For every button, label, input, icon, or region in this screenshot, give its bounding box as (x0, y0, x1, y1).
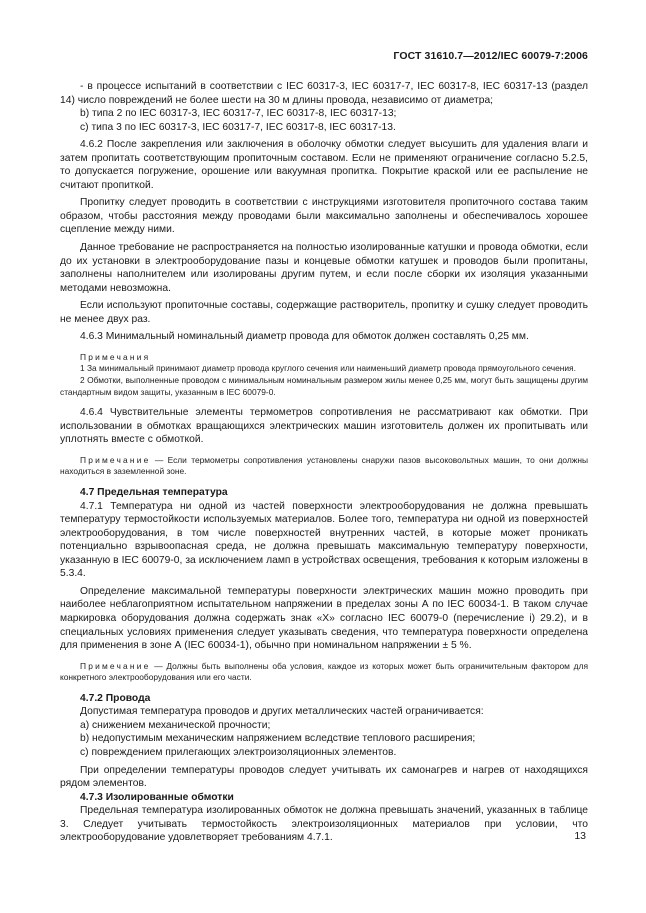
clause-4-7-1: 4.7.1 Температура ни одной из частей поверхности электрооборудования не должна превышать температуру термостойкости используемых материалов. Более того, температура ни одной из поверхностей электрооборудования, в том числе поверхностей внутренних частей, в которые может проникать потенциально взрывоопасная среда, не должна превышать максимальную температуру поверхности, указанную в IEC 60079-0, за исключением ламп в устройствах освещения, требования к которым изложены в 5.3.4. (60, 500, 588, 580)
note-text: — Должны быть выполнены оба условия, каждое из которых может быть ограничительным фактором для конкретного электрооборудования или его части. (60, 660, 588, 683)
clause-4-6-3: 4.6.3 Минимальный номинальный диаметр провода для обмоток должен составлять 0,25 мм. (80, 331, 529, 343)
subsection-heading-4-7-2: 4.7.2 Провода (80, 692, 151, 704)
paragraph: При определении температуры проводов следует учитывать их самонагрев и нагрев от находящихся рядом элементов. (60, 764, 588, 790)
document-body (60, 80, 588, 845)
paragraph: Пропитку следует проводить в соответствии с инструкциями изготовителя пропиточного состава таким образом, чтобы расстояния между проводами были максимально заполнены и обеспечивалось хорошее сцепление между ними. (60, 197, 588, 236)
paragraph: - в процессе испытаний в соответствии с IEC 60317-3, IEC 60317-7, IEC 60317-8, IEC 60317-13 (раздел 14) число повреждений не более шести на 30 м длины провода, независимо от диаметра; (60, 81, 588, 106)
subsection-heading-4-7-3: 4.7.3 Изолированные обмотки (80, 791, 234, 803)
note-4 (60, 661, 588, 684)
clause-4-6-4: 4.6.4 Чувствительные элементы термометров сопротивления не рассматривают как обмотки. При использовании в обмотках вращающихся электрических машин изготовитель должен их пропитывать или уплотнять вместе с обмоткой. (60, 407, 588, 446)
page-number: 13 (574, 830, 586, 842)
list-item: с) повреждением прилегающих электроизоляционных элементов. (80, 746, 397, 758)
paragraph: Предельная температура изолированных обмоток не должна превышать значений, указанных в таблице 3. Следует учитывать термостойкость электроизоляционных материалов при условии, что электрооборудование удовлетворяет требованиям 4.7.1. (60, 805, 588, 844)
note-label: Примечание (80, 454, 151, 465)
note-3 (60, 455, 588, 478)
note-2: 2 Обмотки, выполненные проводом с минимальным номинальным размером жилы менее 0,25 мм, могут быть защищены другим стандартным видом защиты, указанным в IEC 60079-0. (60, 375, 588, 397)
list-item: а) снижением механической прочности; (80, 719, 271, 731)
list-item: b) недопустимым механическим напряжением вследствие теплового расширения; (80, 733, 476, 745)
paragraph: Допустимая температура проводов и других металлических частей ограничивается: (80, 706, 484, 718)
note-1: 1 За минимальный принимают диаметр провода круглого сечения или наименьший диаметр провода прямоугольного сечения. (80, 363, 576, 374)
section-heading-4-7: 4.7 Предельная температура (80, 487, 228, 499)
notes-title: Примечания (80, 351, 151, 362)
paragraph: Данное требование не распространяется на полностью изолированные катушки и провода обмотки, если до их установки в электрооборудование пазы и концевые обмотки катушек и проводов были пропитаны, заполнены наполнителем или изолированы другим путем, и если после сборки их изоляция указанными методами невозможна. (60, 242, 588, 294)
clause-4-6-2: 4.6.2 После закрепления или заключения в оболочку обмотки следует высушить для удаления влаги и затем пропитать соответствующим пропиточным составом. Если не применяют ограничение согласно 5.2.5, то допускается погружение, орошение или вакуумная пропитка. Покрытие краской или ее распыление не считают пропиткой. (60, 139, 588, 191)
note-text: — Если термометры сопротивления установлены снаружи пазов высоковольтных машин, то они должны находиться в заземленной зоне. (60, 454, 588, 477)
standard-header: ГОСТ 31610.7—2012/IEC 60079-7:2006 (393, 50, 588, 62)
list-item: с) типа 3 по IEC 60317-3, IEC 60317-7, IEC 60317-8, IEC 60317-13. (80, 121, 396, 133)
paragraph: Если используют пропиточные составы, содержащие растворитель, пропитку и сушку следует проводить не менее двух раз. (60, 300, 588, 325)
list-item: b) типа 2 по IEC 60317-3, IEC 60317-7, IEC 60317-8, IEC 60317-13; (80, 108, 397, 120)
note-label: Примечание (80, 660, 151, 671)
paragraph: Определение максимальной температуры поверхности электрических машин можно проводить при наиболее неблагоприятном испытательном напряжении в пределах зоны А по IEC 60034-1. В таком случае маркировка оборудования должна содержать знак «Х» согласно IEC 60079-0 (перечисление i) 29.2), и в специальных условиях применения следует указывать сведения, что температура поверхности определена для применения в зоне А (IEC 60034-1), обычно при номинальном напряжении ± 5 %. (60, 585, 588, 652)
